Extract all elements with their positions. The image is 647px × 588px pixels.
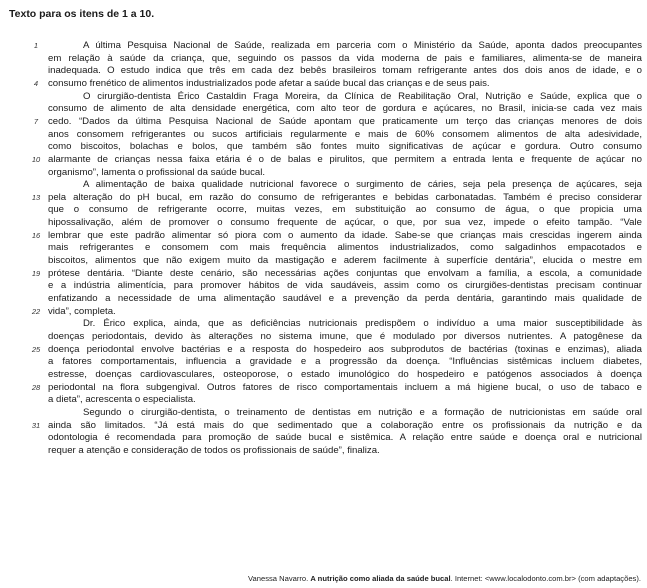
text-line: vida”, completa.	[48, 305, 116, 317]
line-number: 4	[33, 78, 39, 88]
text-line: a dieta”, acrescenta o especialista.	[48, 394, 196, 406]
text-line: organismo”, lamenta o profissional da saúde bucal.	[48, 166, 266, 178]
line-number: 31	[31, 420, 41, 430]
text-line: estresse, doenças cardiovasculares, osteoporose, o estado imunológico do hospedeiro e patógenos associados à doença	[48, 368, 642, 380]
text-line: a fatores comportamentais, influencia a gravidade e a progressão da doença. “Influências sistêmicas incluem diabetes,	[48, 356, 642, 368]
text-line: biscoitos, alimentos que não exigem muito da mastigação e aderem facilmente à superfície dentária”, elucida o mestre em	[48, 255, 642, 267]
line-number: 10	[31, 154, 41, 164]
text-line: doença periodontal envolve bactérias e a resposta do hospedeiro aos subprodutos de bactérias (toxinas e enzimas), aliada	[48, 343, 642, 355]
line-number: 16	[31, 230, 41, 240]
text-line: que o consumo de refrigerante ocorre, muitas vezes, em substituição ao consumo de água, o que propicia uma	[48, 204, 642, 216]
text-line: alarmante de crianças nessa faixa etária é o de balas e pirulitos, que permitem a entrada lenta e frequente de açúcar no	[48, 153, 642, 165]
text-line: como biscoitos, bolachas e bolos, que também são fontes muito significativas de açúcar e gordura. Outro consumo	[48, 141, 642, 153]
text-line: prótese dentária. “Diante deste cenário, são necessárias ações conjuntas que envolvam a família, a escola, a comunidade	[48, 267, 642, 279]
text-line: cedo. “Dados da última Pesquisa Nacional de Saúde apontam que praticamente um terço das crianças menores de dois	[48, 115, 642, 127]
text-line: Dr. Érico explica, ainda, que as deficiências nutricionais predispõem o indivíduo a uma maior susceptibilidade às	[83, 318, 642, 330]
line-number: 22	[31, 306, 41, 316]
source-rest: . Internet: <www.localodonto.com.br> (com adaptações).	[450, 574, 641, 583]
line-number: 28	[31, 382, 41, 392]
line-number: 19	[31, 268, 41, 278]
section-heading: Texto para os itens de 1 a 10.	[9, 8, 155, 20]
source-author: Vanessa Navarro.	[248, 574, 309, 583]
text-line: A última Pesquisa Nacional de Saúde, realizada em parceria com o Ministério da Saúde, aponta dados preocupantes	[83, 40, 642, 51]
text-line: requer a atenção e consideração de todos os profissionais de saúde”, finaliza.	[48, 444, 380, 456]
text-line: anos consomem refrigerantes ou sucos artificiais regularmente e mais de 60% consomem alimentos de alta adesividade,	[48, 128, 642, 140]
text-line: lembrar que este padrão alimentar só piora com o aumento da idade. Sabe-se que crianças mais crescidas ingerem ainda	[48, 229, 642, 241]
text-line: pela alteração do pH bucal, em razão do consumo de refrigerantes e bebidas carbonatadas. Também é preciso considerar	[48, 191, 642, 203]
text-line: odontologia é recomendada para promoção de saúde bucal e sistêmica. A relação entre saúde e doença oral e nutricional	[48, 432, 642, 444]
text-line: inadequada. O estudo indica que três em cada dez bebês brasileiros tomam refrigerante antes dos dois anos de idade, e o	[48, 65, 642, 77]
source-title: A nutrição como aliada da saúde bucal	[310, 574, 451, 583]
text-line: O cirurgião-dentista Érico Castaldin Fraga Moreira, da Clínica de Reabilitação Oral, Nutrição e Saúde, explica que o	[83, 90, 642, 102]
text-line: A alimentação de baixa qualidade nutricional favorece o surgimento de cáries, seja pela presença de açúcares, seja	[83, 179, 642, 191]
text-line: hipossalivação, além de promover o consumo frequente de açúcar, o que, por sua vez, impede o efeito tampão. “Vale	[48, 217, 642, 229]
text-line: doenças periodontais, devido às alterações no sistema imune, que é modulado por diversos nutrientes. A patogênese da	[48, 330, 642, 342]
line-number: 25	[31, 344, 41, 354]
text-line: consumo de alimento de alta densidade energética, com alto teor de gordura e açúcares, no Brasil, inicia-se cada vez mais	[48, 103, 642, 115]
line-number: 7	[33, 116, 39, 126]
line-number: 1	[33, 41, 39, 50]
text-line: em relação à saúde da criança, que, seguindo os passos da vida moderna de pais e familiares, alimenta-se de maneira	[48, 52, 642, 64]
text-line: periodontal na flora subgengival. Outros fatores de risco comportamentais incluem a má higiene bucal, o uso de tabaco e	[48, 381, 642, 393]
text-line: Segundo o cirurgião-dentista, o treinamento de dentistas em nutrição e a formação de nutricionistas em saúde oral	[83, 406, 642, 418]
line-number: 13	[31, 192, 41, 202]
text-line: consumo frenético de alimentos industrializados pode afetar a saúde bucal das crianças e de seus pais.	[48, 77, 490, 89]
source-citation	[248, 574, 641, 583]
text-line: enfatizando a necessidade de uma alimentação saudável e a prevenção da perda dentária, garantindo mais qualidade de	[48, 293, 642, 304]
text-line: e a indústria alimentícia, para promover hábitos de vida saudáveis, assim como os cirurgiões-dentistas precisam continuar	[48, 280, 642, 292]
text-line: mais refrigerantes e consomem com mais frequência alimentos industrializados, como salgadinhos empacotados e	[48, 242, 642, 254]
text-line: ainda são limitados. “Já está mais do que sedimentado que a colaboração entre os profissionais da nutrição e da	[48, 419, 642, 431]
